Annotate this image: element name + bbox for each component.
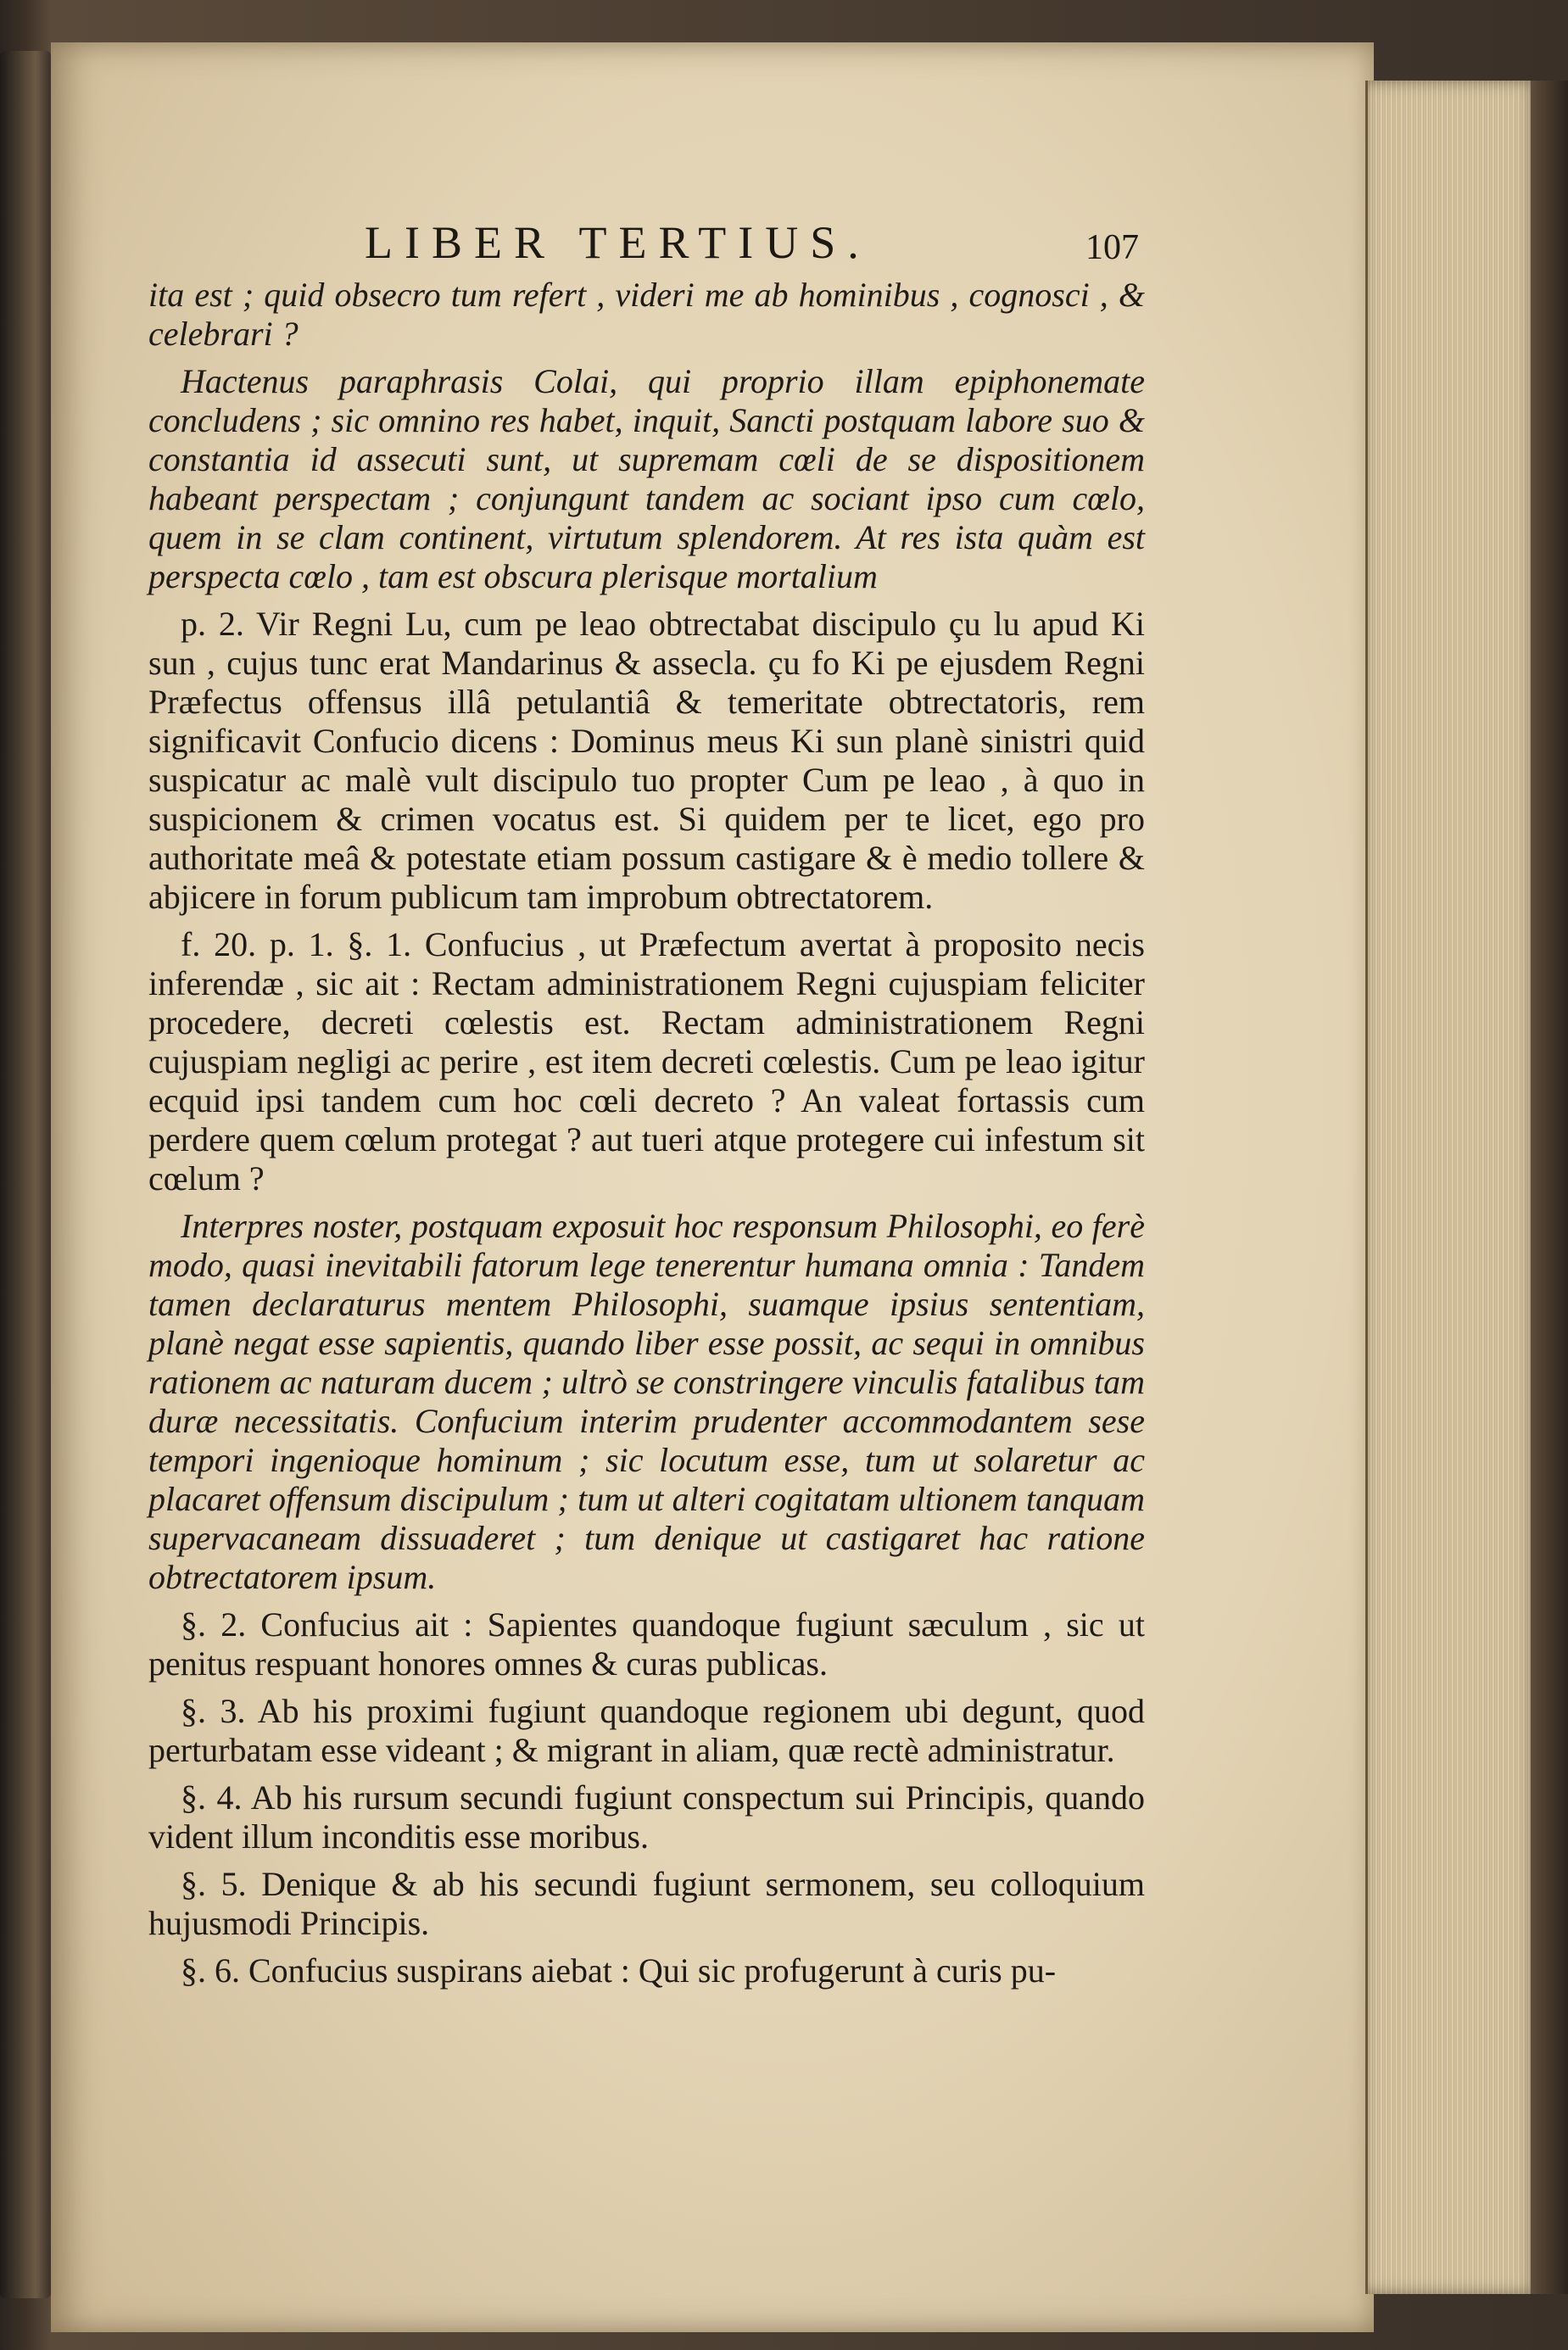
- paragraph-5: Interpres noster, postquam exposuit hoc responsum Philosophi, eo ferè modo, quasi inevitabili fatorum lege tenerentur humana omnia : Tandem tamen declaraturus mentem Philosophi, suamque ipsius sententiam, planè negat esse sapientis, quando liber esse possit, ac sequi in omnibus rationem ac naturam ducem ; ultrò se constringere vinculis fatalibus tam duræ necessitatis. Confucium interim prudenter accommodantem sese tempori ingenioque hominum ; sic locutum esse, tum ut solaretur ac placaret offensum discipulum ; tum ut alteri cogitatam ultionem tanquam supervacaneam dissuaderet ; tum denique ut castigaret hac ratione obtrectatorem ipsum.: [148, 1207, 1145, 1596]
- page-number: 107: [1085, 228, 1139, 267]
- page-fore-edge: [1365, 81, 1537, 2294]
- binding-edge: [1531, 81, 1568, 2294]
- text-block: [148, 276, 1145, 1999]
- paragraph-9: §. 5. Denique & ab his secundi fugiunt sermonem, seu colloquium hujusmodi Principis.: [148, 1865, 1145, 1942]
- paragraph-3: p. 2. Vir Regni Lu, cum pe leao obtrectabat discipulo çu lu apud Ki sun , cujus tunc erat Mandarinus & assecla. çu fo Ki pe ejusdem Regni Præfectus offensus illâ petulantiâ & temeritate obtrectatoris, rem significavit Confucio dicens : Dominus meus Ki sun planè sinistri quid suspicatur ac malè vult discipulo tuo propter Cum pe leao , à quo in suspicionem & crimen vocatus est. Si quidem per te licet, ego pro authoritate meâ & potestate etiam possum castigare & è medio tollere & abjicere in forum publicum tam improbum obtrectatorem.: [148, 605, 1145, 916]
- running-head: LIBER TERTIUS.: [365, 217, 871, 268]
- paragraph-8: §. 4. Ab his rursum secundi fugiunt conspectum sui Principis, quando vident illum inconditis esse moribus.: [148, 1778, 1145, 1856]
- paragraph-6: §. 2. Confucius ait : Sapientes quandoque fugiunt sæculum , sic ut penitus respuant honores omnes & curas publicas.: [148, 1605, 1145, 1683]
- left-page-edge: [0, 51, 51, 2298]
- paragraph-4: f. 20. p. 1. §. 1. Confucius , ut Præfectum avertat à proposito necis inferendæ , sic ait : Rectam administrationem Regni cujuspiam feliciter procedere, decreti cœlestis est. Rectam administrationem Regni cujuspiam negligi ac perire , est item decreti cœlestis. Cum pe leao igitur ecquid ipsi tandem cum hoc cœli decreto ? An valeat fortassis cum perdere quem cœlum protegat ? aut tueri atque protegere cui infestum sit cœlum ?: [148, 925, 1145, 1197]
- paragraph-2: Hactenus paraphrasis Colai, qui proprio illam epiphonemate concludens ; sic omnino res habet, inquit, Sancti postquam labore suo & constantia id assecuti sunt, ut supremam cœli de se dispositionem habeant perspectam ; conjungunt tandem ac sociant ipso cum cœlo, quem in se clam continent, virtutum splendorem. At res ista quàm est perspecta cœlo , tam est obscura plerisque mortalium: [148, 362, 1145, 595]
- paragraph-7: §. 3. Ab his proximi fugiunt quandoque regionem ubi degunt, quod perturbatam esse videant ; & migrant in aliam, quæ rectè administratur.: [148, 1692, 1145, 1769]
- paragraph-1: ita est ; quid obsecro tum refert , videri me ab hominibus , cognosci , & celebrari ?: [148, 276, 1145, 353]
- paragraph-10: §. 6. Confucius suspirans aiebat : Qui sic profugerunt à curis pu-: [181, 1951, 1057, 1990]
